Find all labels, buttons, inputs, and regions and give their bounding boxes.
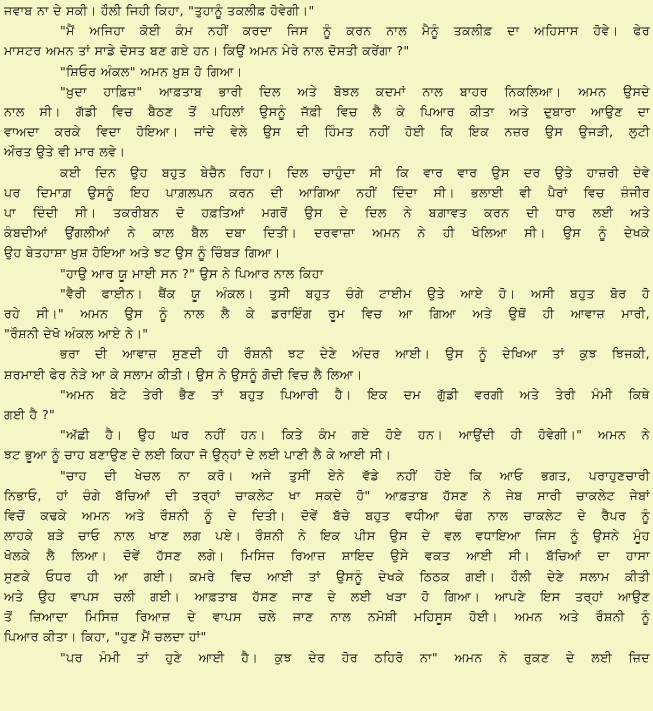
text-line: ਕਈ ਦਿਨ ਉਹ ਬਹੁਤ ਬੇਚੈਨ ਰਿਹਾ। ਦਿਲ ਚਾਹੁੰਦਾ ਸੀ ਕਿ ਵਾਰ ਵਾਰ ਉਸ ਦਰ ਉਤੇ ਹਾਜ਼ਰੀ ਦੇਵੇ (60, 164, 650, 180)
text-line: "ਹਾਉ ਆਰ ਯੂ ਮਾਈ ਸਨ ?" ਉਸ ਨੇ ਪਿਆਰ ਨਾਲ ਕਿਹਾ (60, 265, 324, 281)
text-line: "ਪਰ ਮੰਮੀ ਤਾਂ ਹੁਣੇ ਆਈ ਹੈ। ਕੁਝ ਦੇਰ ਹੋਰ ਠਹਿਰੋ ਨਾ" ਅਮਨ ਨੇ ਰੁਕਣ ਦੇ ਲਈ ਜ਼ਿਦ (60, 649, 650, 665)
text-line: ਲਾਹਕੇ ਬੜੇ ਚਾਓ ਨਾਲ ਖਾਣ ਲਗ ਪਏ। ਰੌਸ਼ਨੀ ਨੇ ਇਕ ਪੀਸ ਉਸ ਦੇ ਵਲ ਵਧਾਇਆ ਜਿਸ ਨੂੰ ਉਸਨੇ ਮੂੰਹ (4, 528, 650, 544)
text-line: ਪਰ ਦਿਮਾਗ਼ ਉਸਨੂੰ ਇਹ ਪਾਗ਼ਲਪਨ ਕਰਨ ਦੀ ਆਗਿਆ ਨਹੀਂ ਦਿੰਦਾ ਸੀ। ਭਲਾਈ ਵੀ ਪੈਰਾਂ ਵਿਚ ਜ਼ੰਜੀਰ (4, 184, 650, 200)
text-line: ਵਾਅਦਾ ਕਰਕੇ ਵਿਦਾ ਹੋਇਆ। ਜਾਂਦੇ ਵੇਲੇ ਉਸ ਦੀ ਹਿੰਮਤ ਨਹੀਂ ਹੋਈ ਕਿ ਇਕ ਨਜ਼ਰ ਉਸ ਉਜੜੀ, ਲੁਟੀ (4, 124, 650, 140)
text-line: "ਰੌਸ਼ਨੀ ਦੇਖੋ ਅੰਕਲ ਆਏ ਨੇ।" (4, 326, 149, 342)
text-line: ਕੰਬਦੀਆਂ ਉਂਗਲੀਆਂ ਨੇ ਕਾਲ ਬੈਲ ਦਬਾ ਦਿਤੀ। ਦਰਵਾਜ਼ਾ ਅਮਨ ਨੇ ਹੀ ਖੋਲਿਆ ਸੀ। ਉਸ ਨੂੰ ਦੇਖਕੇ (4, 225, 650, 241)
text-line: ਝਟ ਭੂਆ ਨੂੰ ਚਾਹ ਬਣਾਉਣ ਦੇ ਲਈ ਕਿਹਾ ਜੋ ਉਨ੍ਹਾਂ ਦੇ ਲਈ ਪਾਣੀ ਲੈ ਕੇ ਆਈ ਸੀ। (4, 447, 392, 463)
text-line: "ਵੈਰੀ ਫਾਈਨ। ਥੈਂਕ ਯੂ ਅੰਕਲ। ਤੁਸੀ ਬਹੁਤ ਚੰਗੇ ਟਾਈਮ ਉਤੇ ਆਏ ਹੋ। ਅਸੀ ਬਹੁਤ ਬੋਰ ਹੋ (60, 285, 650, 301)
text-line: "ਅੱਛੀ ਹੈ। ਉਹ ਘਰ ਨਹੀਂ ਹਨ। ਕਿਤੇ ਕੰਮ ਗਏ ਹੋਏ ਹਨ। ਆਉਂਦੀ ਹੀ ਹੋਵੇਗੀ।" ਅਮਨ ਨੇ (60, 427, 650, 443)
text-line: ਭਰਾ ਦੀ ਆਵਾਜ਼ ਸੁਣਦੀ ਹੀ ਰੌਸ਼ਨੀ ਝਟ ਦੇਣੇ ਅੰਦਰ ਆਈ। ਉਸ ਨੂੰ ਦੇਖਿਆ ਤਾਂ ਕੁਝ ਝਿਜਕੀ, (60, 346, 650, 362)
text-line: ਸੁਣਕੇ ਓਧਰ ਹੀ ਆ ਗਈ। ਕਮਰੇ ਵਿਚ ਆਈ ਤਾਂ ਉਸਨੂੰ ਦੇਖਕੇ ਠਿਠਕ ਗਈ। ਹੌਲੀ ਦੇਣੇ ਸਲਾਮ ਕੀਤੀ (4, 568, 650, 584)
text-line: ਗਈ ਹੈ ?" (4, 407, 56, 423)
text-line: ਰਹੇ ਸੀ।" ਅਮਨ ਉਸ ਨੂੰ ਨਾਲ ਲੈ ਕੇ ਡਰਾਇੰਗ ਰੂਮ ਵਿਚ ਆ ਗਿਆ ਅਤੇ ਉਥੋਂ ਹੀ ਆਵਾਜ਼ ਮਾਰੀ, (4, 306, 650, 322)
text-line: ਵਿਚੋਂ ਕਢਕੇ ਅਮਨ ਅਤੇ ਰੌਸ਼ਨੀ ਨੂੰ ਦੇ ਦਿਤੀ। ਦੋਵੇਂ ਬੱਚੇ ਬਹੁਤ ਵਧੀਆ ਢੰਗ ਨਾਲ ਚਾਕਲੇਟ ਦੇ ਰੈਪਰ ਨੂੰ (4, 508, 650, 524)
text-line: "ਚਾਹ ਦੀ ਖੇਚਲ ਨਾ ਕਰੋ। ਅਜੇ ਤੁਸੀਂ ਏਨੇ ਵੱਡੇ ਨਹੀਂ ਹੋਏ ਕਿ ਆਓ ਭਗਤ, ਪਰਾਹੁਣਚਾਰੀ (60, 467, 650, 483)
text-line: "ਅਮਨ ਬੇਟੇ ਤੇਰੀ ਭੈਣ ਤਾਂ ਬਹੁਤ ਪਿਆਰੀ ਹੈ। ਇਕ ਦਮ ਗੁੱਡੀ ਵਰਗੀ ਅਤੇ ਤੇਰੀ ਮੰਮੀ ਕਿਥੇ (60, 386, 650, 402)
text-line: ਉਹ ਬੇਤਹਾਸ਼ਾ ਖ਼ੁਸ਼ ਹੋਇਆ ਅਤੇ ਝਟ ਉਸ ਨੂੰ ਚਿੰਬੜ ਗਿਆ। (4, 245, 281, 261)
text-line: ਨਾਲ ਸੀ। ਗੱਡੀ ਵਿਚ ਬੈਠਣ ਤੋਂ ਪਹਿਲਾਂ ਉਸਨੂੰ ਜੱਫ਼ੀ ਵਿਚ ਲੈ ਕੇ ਪਿਆਰ ਕੀਤਾ ਅਤੇ ਦੁਬਾਰਾ ਆਉਣ ਦਾ (4, 104, 650, 120)
text-line: ਪਾ ਦਿੰਦੀ ਸੀ। ਤਕਰੀਬਨ ਦੋ ਹਫ਼ਤਿਆਂ ਮਗਰੋਂ ਉਸ ਦੇ ਦਿਲ ਨੇ ਬਗ਼ਾਵਤ ਕਰਨ ਦੀ ਧਾਰ ਲਈ ਅਤੇ (4, 205, 650, 221)
text-line: "ਖ਼ੁਦਾ ਹਾਫ਼ਿਜ਼" ਆਫ਼ਤਾਬ ਭਾਰੀ ਦਿਲ ਅਤੇ ਬੋਝਲ ਕਦਮਾਂ ਨਾਲ ਬਾਹਰ ਨਿਕਲਿਆ। ਅਮਨ ਉਸਦੇ (60, 83, 650, 99)
text-line: ਸ਼ਰਮਾਈ ਫੇਰ ਨੇੜੇ ਆ ਕੇ ਸਲਾਮ ਕੀਤੀ। ਉਸ ਨੇ ਉਸਨੂੰ ਗੋਦੀ ਵਿਚ ਲੈ ਲਿਆ। (4, 366, 363, 382)
text-line: ਤੋਂ ਜ਼ਿਆਦਾ ਮਿਸਿਜ਼ ਰਿਆਜ਼ ਦੇ ਵਾਪਸ ਚਲੇ ਜਾਣ ਨਾਲ ਨਮੋਸ਼ੀ ਮਹਿਸੂਸ ਹੋਈ। ਅਮਨ ਅਤੇ ਰੌਸ਼ਨੀ ਨੂੰ (4, 609, 650, 625)
text-line: ਜਵਾਬ ਨਾ ਦੇ ਸਕੀ। ਹੌਲੀ ਜਿਹੀ ਕਿਹਾ, "ਤੁਹਾਨੂੰ ਤਕਲੀਫ਼ ਹੋਵੇਗੀ।" (4, 3, 315, 18)
text-line: ਨਿਭਾਓ, ਹਾਂ ਚੰਗੇ ਬੱਚਿਆਂ ਦੀ ਤਰ੍ਹਾਂ ਚਾਕਲੇਟ ਖਾ ਸਕਦੇ ਹੋ" ਆਫ਼ਤਾਬ ਹੱਸਣ ਨੇ ਜੇਬ ਸਾਰੀ ਚਾਕਲੇਟ ਜੇਬਾਂ (4, 487, 650, 503)
text-line: "ਮੈਂ ਅਜਿਹਾ ਕੋਈ ਕੰਮ ਨਹੀਂ ਕਰਦਾ ਜਿਸ ਨੂੰ ਕਰਨ ਨਾਲ ਮੈਨੂੰ ਤਕਲੀਫ਼ ਦਾ ਅਹਿਸਾਸ ਹੋਵੇ। ਫੇਰ (60, 23, 650, 39)
text-line: ਅਤੇ ਉਹ ਵਾਪਸ ਚਲੀ ਗਈ। ਆਫ਼ਤਾਬ ਹੱਸਣ ਜਾਣ ਦੇ ਲਈ ਖੜਾ ਹੋ ਗਿਆ। ਆਪਣੇ ਇਸ ਤਰ੍ਹਾਂ ਆਉਣ (4, 588, 650, 604)
text-line: ਔਰਤ ਉਤੇ ਵੀ ਮਾਰ ਲਵੇ। (4, 144, 126, 160)
text-line: "ਸ਼ਿਓਰ ਅੰਕਲ" ਅਮਨ ਖ਼ੁਸ਼ ਹੋ ਗਿਆ। (60, 63, 243, 79)
text-line: ਪਿਆਰ ਕੀਤਾ। ਕਿਹਾ, "ਹੁਣ ਮੈਂ ਚਲਦਾ ਹਾਂ" (4, 629, 207, 645)
text-line: ਮਾਸਟਰ ਅਮਨ ਤਾਂ ਸਾਡੇ ਦੋਸਤ ਬਣ ਗਏ ਹਨ। ਕਿਉਂ ਅਮਨ ਮੇਰੇ ਨਾਲ ਦੋਸਤੀ ਕਰੇਂਗਾ ?" (4, 43, 410, 59)
text-line: ਖੋਲਕੇ ਲੈ ਲਿਆ। ਦੋਵੇਂ ਹੱਸਣ ਲਗੇ। ਮਿਸਿਜ਼ ਰਿਆਜ਼ ਸ਼ਾਇਦ ਉਸੇ ਵਕਤ ਆਈ ਸੀ। ਬੱਚਿਆਂ ਦਾ ਹਾਸਾ (4, 548, 650, 564)
